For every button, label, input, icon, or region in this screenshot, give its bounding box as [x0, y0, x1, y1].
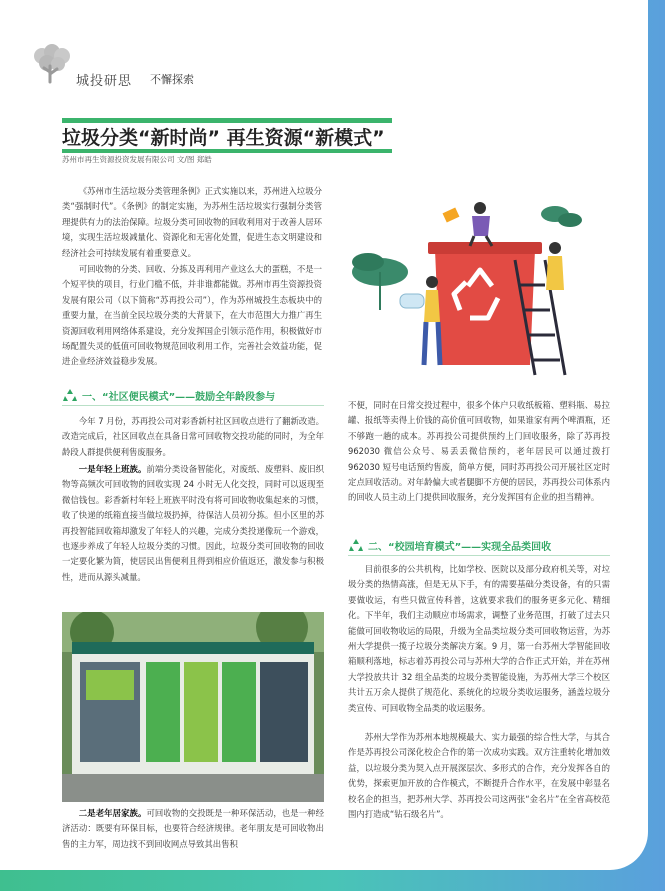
- right-paragraph-b: 目前很多的公共机构，比如学校、医院以及部分政府机关等，对垃圾分类的热情高涨，但是无从下手，有的需要基础分类设备，有的只需要做收运，有些只做宣传科普，这就要求我们的服务更多元化、精细化。下半年，我们主动顺应市场需求，调整了业务范围，打破了过去只能做可回收物收运的局限，升级为全品类垃圾分类可回收物运营，为苏州大学提供一揽子垃圾分类解决方案。9 月，第一台苏州大学智能回收箱顺利落地，标志着苏再投公司与苏州大学的合作正式开始，并在苏州大学投放共计 32 组全品类的垃圾分类智能设施，为苏州大学三个校区共计五万余人提供了规范化、系统化的垃圾分类收运服务，涵盖垃圾分类宣传、可回收物全品类的收运服务。: [348, 564, 610, 713]
- lead-elderly: 二是老年居家族。: [78, 808, 147, 818]
- brain-tree-logo-icon: [30, 44, 74, 84]
- section1-heading: [62, 386, 324, 406]
- section1-paragraph-3: [62, 806, 324, 852]
- section1-title: 一、“社区便民模式”——鼓励全年龄段参与: [82, 392, 276, 403]
- recycle-icon: [348, 537, 364, 553]
- section1-paragraph-2: [62, 462, 324, 585]
- section1-paragraph-3-body: 可回收物的交投既是一种环保活动，也是一种经济活动：既要有环保目标，也要符合经济规律。老年朋友是可回收物出售的主力军，周边找不到回收网点导致其出售积: [62, 808, 325, 849]
- right-paragraph-a: 不便，同时在日常交投过程中，很多个体户只收纸板箱、塑料瓶、易拉罐、报纸等卖得上价钱的高价值可回收物，如果谁家有两个啤酒瓶，还不够跑一趟的成本。苏再投公司提供预约上门回收服务，除了苏再投 962030 微信公众号、易丢丢微信预约，老年居民可以通过拨打 962030 短号电话预约售废，简单方便，同时苏再投公司开展社区定时定点回收活动。对年龄偏大或者腿脚不方便的居民，苏再投公司体系内的回收人员主动上门提供回收服务，充分发挥国有企业的担当精神。: [348, 400, 610, 503]
- right-paragraph-c: 苏州大学作为苏州本地规模最大、实力最强的综合性大学，与其合作是苏再投公司深化校企合作的第一次成功实践。双方注重转化增加效益，以垃圾分类为契入点开展深层次、多形式的合作，充分发挥各自的优势，探索更加开放的合作模式，不断提升合作水平，在发展中彰显名校名企的担当，把苏州大学、苏再投公司这两张“金名片”在全省高校范围内打造成“钻石级名片”。: [348, 732, 610, 820]
- section2-title: 二、“校园培育模式”——实现全品类回收: [368, 542, 552, 553]
- intro-paragraph-2: 可回收物的分类、回收、分拣及再利用产业这么大的蛋糕，不是一个短平快的项目，行业门槛不低，并非谁都能做。苏州市再生资源投资发展有限公司（以下简称“苏再投公司”），作为苏州城投生态板块中的重要力量，在当前全民垃圾分类的大背景下，在大市范围大力推广再生资源回收利用网络体系建设，充分发挥国企引领示范作用，积极做好市场配置失灵的低值可回收物规范回收利用工作，完善社会效益功能，促进企业经济效益稳步发展。: [62, 264, 322, 367]
- article-byline: 苏州市再生资源投资发展有限公司 文/图 郑皓: [62, 155, 212, 164]
- section2-rule: [348, 555, 610, 556]
- intro-paragraph-1: 《苏州市生活垃圾分类管理条例》正式实施以来，苏州进入垃圾分类“强制时代”。《条例》的制定实施，为苏州生活垃圾实行强制分类管理提供有力的法治保障。垃圾分类可回收物的回收利用对于改善人居环境，实现生活垃圾减量化、资源化和无害化处置，促进生态文明建设和经济社会可持续发展有着重要意义。: [62, 186, 322, 258]
- recycling-bin-illustration: [340, 190, 590, 380]
- lead-young-workers: 一是年轻上班族。: [78, 464, 147, 474]
- brand-slogan: 不懈探索: [150, 73, 194, 86]
- recycle-icon: [62, 387, 78, 403]
- section1-rule: [62, 405, 324, 406]
- section2-heading: [348, 536, 610, 556]
- section1-paragraph-2-body: 前端分类设备智能化，对废纸、废塑料、废旧织物等高频次可回收物的回收实现 24 小时无人化交投，同时可以返现至微信钱包。彩香新村年轻上班族平时没有将可回收物收集起来的习惯，收了快递的纸箱直接当做垃圾扔掉，待保洁人员初分拣。但小区里的苏再投智能回收箱却激发了年轻人的兴趣，完成分类投递像玩一个游戏，也逐步养成了年轻人垃圾分类的习惯。因此，垃圾分类可回收物的回收一定要化繁为简，使居民出售便利且得到相应价值返还，激发参与积极性，进而从源头减量。: [62, 464, 325, 582]
- brand-name: 城投研思: [76, 74, 133, 89]
- section1-paragraph-1: 今年 7 月份，苏再投公司对彩香新村社区回收点进行了翻新改造。改造完成后，社区回收点在具备日常可回收物交投功能的同时，为全年龄段人群提供便利售废服务。: [62, 416, 324, 457]
- title-bottom-rule: [62, 149, 392, 153]
- article-title: 垃圾分类“新时尚” 再生资源“新模式”: [62, 127, 385, 149]
- recycling-station-photo: [62, 612, 324, 802]
